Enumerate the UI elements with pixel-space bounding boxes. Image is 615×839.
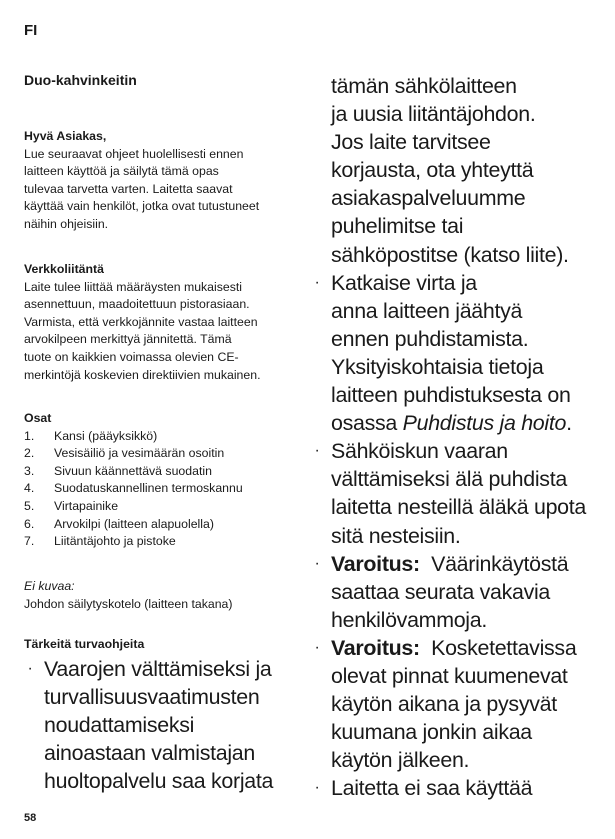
list-item	[24, 428, 294, 446]
text-line: Katkaise virta ja	[331, 270, 477, 295]
parts-section	[24, 410, 294, 551]
item-number: 4.	[24, 481, 35, 496]
text-fragment: osassa	[331, 411, 403, 436]
mains-line: Laite tulee liittää määräysten mukaisesti	[24, 279, 243, 294]
parts-heading: Osat	[24, 411, 52, 425]
mains-line: asennettuun, maadoitettuun pistorasiaan.	[24, 297, 250, 312]
text-line: käytön jälkeen.	[331, 748, 470, 773]
text-line: Laitetta ei saa käyttää	[331, 776, 533, 801]
item-text: Virtapainike	[54, 498, 119, 513]
item-number: 1.	[24, 428, 35, 443]
text-line: välttämiseksi älä puhdista	[331, 467, 567, 492]
bullet-icon: ·	[27, 660, 33, 677]
item-text: Sivuun käännettävä suodatin	[54, 463, 212, 478]
text-fragment: Väärinkäytöstä	[419, 551, 569, 576]
bullet-icon: ·	[314, 779, 320, 797]
not-shown-text: Johdon säilytyskotelo (laitteen takana)	[24, 596, 233, 611]
item-number: 6.	[24, 516, 35, 531]
item-number: 5.	[24, 498, 35, 513]
bullet-icon: ·	[314, 554, 320, 572]
safety-item-electric-shock	[311, 437, 606, 549]
text-line	[331, 550, 606, 578]
safety-right-column	[311, 72, 606, 802]
intro-line: Lue seuraavat ohjeet huolellisesti ennen	[24, 146, 244, 161]
page-number: 58	[24, 812, 37, 824]
language-code: FI	[24, 22, 38, 39]
text-line	[331, 634, 606, 662]
list-item	[24, 516, 294, 534]
intro-line: tulevaa tarvetta varten. Laitetta saavat	[24, 181, 233, 196]
list-item	[24, 445, 294, 463]
text-line: anna laitteen jäähtyä	[331, 298, 523, 323]
list-item	[24, 498, 294, 516]
text-fragment: .	[566, 411, 572, 436]
list-item	[24, 533, 294, 551]
intro-line: laitteen käyttöä ja säilytä tämä opas	[24, 164, 219, 179]
text-line: sähköpostitse (katso liite).	[331, 242, 569, 267]
safety-item-cleaning	[311, 269, 606, 438]
text-line: käytön aikana ja pysyvät	[331, 692, 557, 717]
text-line: ennen puhdistamista.	[331, 326, 529, 351]
list-item	[24, 480, 294, 498]
item-text: Suodatuskannellinen termoskannu	[54, 481, 243, 496]
mains-line: Varmista, että verkkojännite vastaa laitteen	[24, 314, 258, 329]
text-line: olevat pinnat kuumenevat	[331, 663, 568, 688]
list-item	[24, 463, 294, 481]
text-line: Sähköiskun vaaran	[331, 439, 508, 464]
bullet-icon: ·	[314, 442, 320, 460]
item-text: Liitäntäjohto ja pistoke	[54, 534, 176, 549]
safety-item-misuse-warning	[311, 550, 606, 634]
bullet-icon: ·	[314, 638, 320, 656]
intro-section	[24, 128, 294, 234]
text-line: laitteen puhdistuksesta on	[331, 383, 571, 408]
item-text: Vesisäiliö ja vesimäärän osoitin	[54, 446, 225, 461]
warning-label: Varoitus:	[331, 635, 420, 660]
safety-item-hot-surface-warning	[311, 634, 606, 774]
mains-line: arvokilpeen merkittyä jännitettä. Tämä	[24, 332, 232, 347]
warning-label: Varoitus:	[331, 551, 420, 576]
item-text: Kansi (pääyksikkö)	[54, 428, 158, 443]
bullet-icon: ·	[314, 273, 320, 291]
mains-line: merkintöjä koskevien direktiivien mukainen.	[24, 367, 261, 382]
safety-item-repair	[24, 655, 304, 795]
not-shown-section	[24, 578, 294, 613]
parts-list	[24, 428, 294, 551]
text-line	[331, 409, 606, 437]
text-line: turvallisuusvaatimusten	[44, 685, 260, 710]
item-text: Arvokilpi (laitteen alapuolella)	[54, 516, 214, 531]
safety-item-repair-continued	[311, 72, 606, 269]
text-line: ainoastaan valmistajan	[44, 741, 256, 766]
item-number: 3.	[24, 463, 35, 478]
safety-heading: Tärkeitä turvaohjeita	[24, 637, 145, 651]
text-line: saattaa seurata vakavia	[331, 579, 551, 604]
text-line: Vaarojen välttämiseksi ja	[44, 657, 272, 681]
intro-line: käyttää vain henkilöt, jotka ovat tutustuneet	[24, 199, 260, 214]
text-line: huoltopalvelu saa korjata	[44, 769, 274, 794]
safety-heading-block	[24, 636, 294, 654]
text-fragment: Kosketettavissa	[419, 635, 577, 660]
item-number: 7.	[24, 534, 35, 549]
text-line: laitetta nesteillä äläkä upota	[331, 495, 586, 520]
intro-heading: Hyvä Asiakas,	[24, 129, 107, 143]
text-line: ja uusia liitäntäjohdon.	[331, 102, 536, 127]
text-line: henkilövammoja.	[331, 607, 488, 632]
text-line: Jos laite tarvitsee	[331, 130, 491, 155]
text-line: kuumana jonkin aikaa	[331, 720, 532, 745]
text-line: puhelimitse tai	[331, 214, 464, 239]
safety-left-column	[24, 655, 304, 795]
mains-line: tuote on kaikkien voimassa olevien CE-	[24, 349, 239, 364]
intro-line: näihin ohjeisiin.	[24, 216, 109, 231]
not-shown-label: Ei kuvaa:	[24, 579, 75, 593]
mains-section	[24, 261, 294, 384]
text-line: tämän sähkölaitteen	[331, 74, 517, 98]
text-line: noudattamiseksi	[44, 713, 195, 738]
text-line: sitä nesteisiin.	[331, 523, 461, 548]
item-number: 2.	[24, 446, 35, 461]
document-title: Duo-kahvinkeitin	[24, 72, 137, 88]
text-line: asiakaspalveluumme	[331, 186, 526, 211]
section-reference: Puhdistus ja hoito	[402, 411, 567, 436]
text-line: korjausta, ota yhteyttä	[331, 158, 534, 183]
mains-heading: Verkkoliitäntä	[24, 262, 104, 276]
safety-item-usage	[311, 774, 606, 802]
text-line: Yksityiskohtaisia tietoja	[331, 354, 544, 379]
